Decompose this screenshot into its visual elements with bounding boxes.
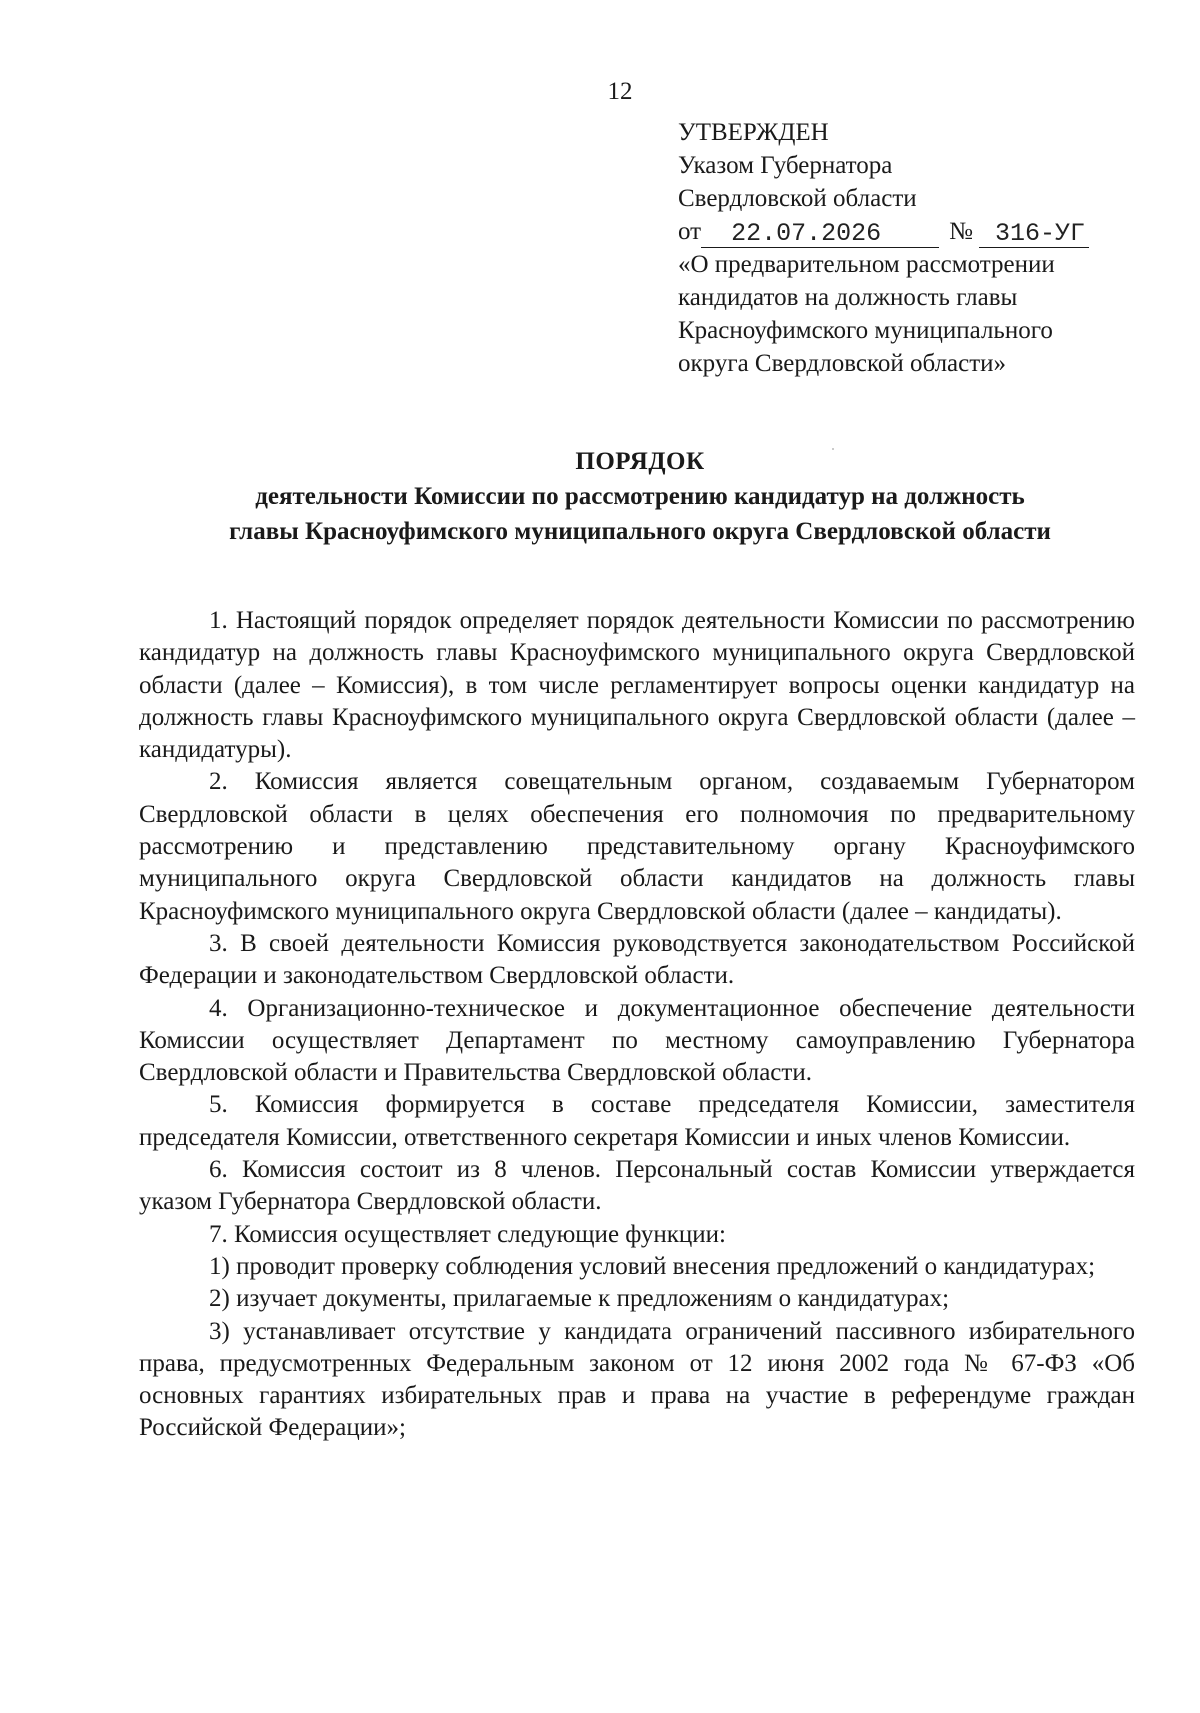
paragraph-1: 1. Настоящий порядок определяет порядок деятельности Комиссии по рассмотрению кандидатур на должность главы Красноуфимского муниципального округа Свердловской области (далее – Комиссия), в том числе регламентирует вопросы оценки кандидатур на должность главы Красноуфимского муниципального округа Свердловской области (далее – кандидатуры). xyxy=(139,607,1135,764)
approval-subject-line: кандидатов на должность главы xyxy=(678,284,1018,311)
page-number: 12 xyxy=(607,78,633,105)
approval-decree: Указом Губернатора xyxy=(678,152,893,179)
number-sign: № xyxy=(949,218,973,245)
paragraph-7-item-2: 2) изучает документы, прилагаемые к предложениям о кандидатурах; xyxy=(209,1285,950,1313)
paragraph-7: 7. Комиссия осуществляет следующие функции: xyxy=(209,1220,726,1248)
approval-region: Свердловской области xyxy=(678,185,917,212)
approval-title: УТВЕРЖДЕН xyxy=(678,119,829,146)
decree-number-field: 316-УГ xyxy=(979,220,1089,248)
document-heading xyxy=(140,444,1140,549)
document-title: ПОРЯДОК xyxy=(575,448,705,475)
document-subtitle-line: деятельности Комиссии по рассмотрению кандидатур на должность xyxy=(255,483,1025,510)
paragraph-4: 4. Организационно-техническое и документационное обеспечение деятельности Комиссии осуществляет Департамент по местному самоуправлению Губернатора Свердловской области и Правительства Свердловской области. xyxy=(139,994,1135,1087)
paragraph-7-item-3: 3) устанавливает отсутствие у кандидата ограничений пассивного избирательного права, предусмотренных Федеральным законом от 12 июня 2002 года № 67-ФЗ «Об основных гарантиях избирательных прав и права на участие в референдуме граждан Российской Федерации»; xyxy=(139,1317,1135,1442)
approval-date-row xyxy=(678,215,1098,248)
approval-subject-line: округа Свердловской области» xyxy=(678,350,1007,377)
approval-subject-line: Красноуфимского муниципального xyxy=(678,317,1053,344)
document-body xyxy=(139,605,1135,1445)
document-subtitle-line: главы Красноуфимского муниципального округа Свердловской области xyxy=(229,518,1051,545)
paragraph-2: 2. Комиссия является совещательным органом, создаваемым Губернатором Свердловской области в целях обеспечения его полномочия по предварительному рассмотрению и представлению представительному органу Красноуфимского муниципального округа Свердловской области кандидатов на должность главы Красноуфимского муниципального округа Свердловской области (далее – кандидаты). xyxy=(139,768,1135,925)
approval-block xyxy=(678,116,1098,380)
decree-date-field: 22.07.2026 xyxy=(701,220,939,248)
approval-subject-line: «О предварительном рассмотрении xyxy=(678,251,1055,278)
paragraph-6: 6. Комиссия состоит из 8 членов. Персональный состав Комиссии утверждается указом Губернатора Свердловской области. xyxy=(139,1156,1135,1216)
date-prefix: от xyxy=(678,218,702,245)
paragraph-3: 3. В своей деятельности Комиссия руководствуется законодательством Российской Федерации и законодательством Свердловской области. xyxy=(139,929,1135,990)
paragraph-7-item-1: 1) проводит проверку соблюдения условий внесения предложений о кандидатурах; xyxy=(209,1252,1096,1280)
paragraph-5: 5. Комиссия формируется в составе председателя Комиссии, заместителя председателя Комиссии, ответственного секретаря Комиссии и иных членов Комиссии. xyxy=(139,1091,1135,1151)
